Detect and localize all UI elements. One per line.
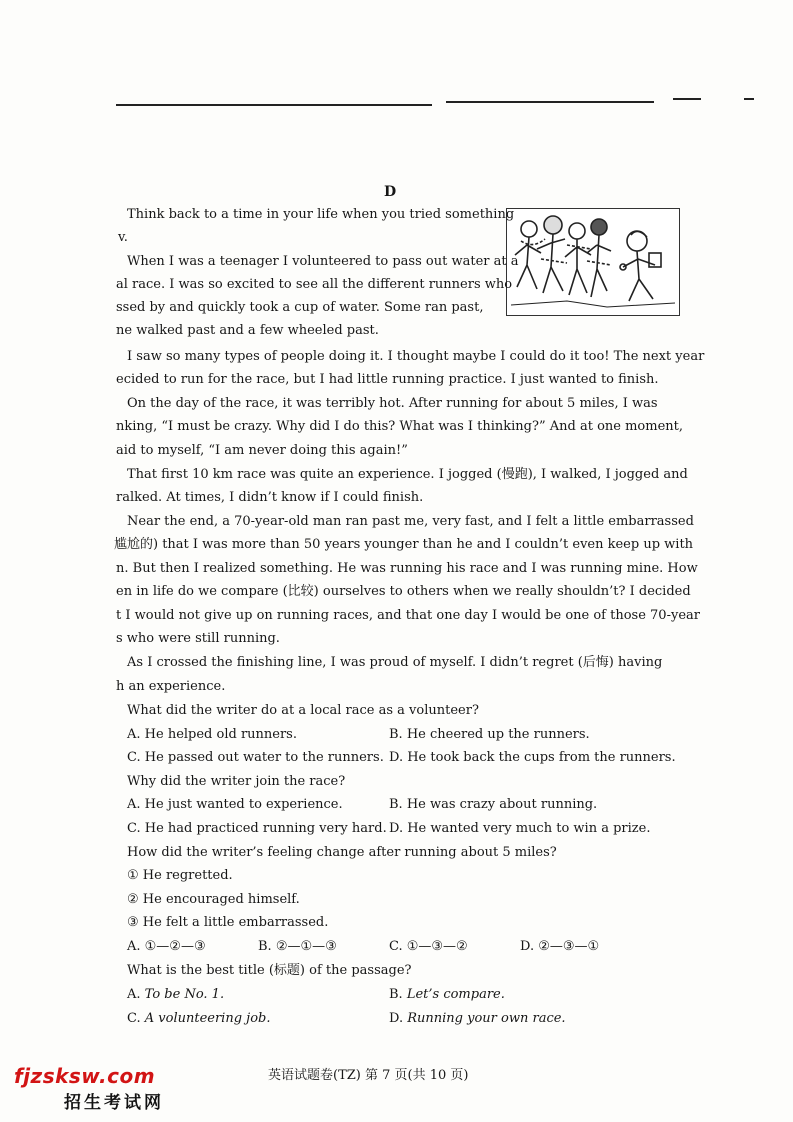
passage-line-11: aid to myself, “I am never doing this again!” <box>116 443 408 458</box>
question-3-item-2: ② He encouraged himself. <box>127 892 300 907</box>
passage-line-16: n. But then I realized something. He was running his race and I was running mine. How <box>116 561 698 576</box>
question-2-option-a: A. He just wanted to experience. <box>127 797 343 812</box>
question-3-option-a: A. ①—②—③ <box>127 939 206 954</box>
question-3-item-3: ③ He felt a little embarrassed. <box>127 915 329 930</box>
question-2-stem: Why did the writer join the race? <box>127 774 346 789</box>
passage-line-17: en in life do we compare (比较) ourselves to others when we really shouldn’t? I decided <box>116 584 691 599</box>
passage-line-3: When I was a teenager I volunteered to pass out water at a <box>127 254 519 269</box>
passage-line-2: v. <box>118 230 128 245</box>
question-1-stem: What did the writer do at a local race as a volunteer? <box>127 703 479 718</box>
question-4-stem: What is the best title (标题) of the passage? <box>127 963 412 978</box>
option-a-prefix: A. <box>127 987 141 1002</box>
option-c-title: A volunteering job. <box>144 1011 271 1026</box>
passage-line-1: Think back to a time in your life when you tried something <box>127 207 515 222</box>
header-rule-far-right <box>744 98 754 100</box>
question-2-option-b: B. He was crazy about running. <box>389 797 598 812</box>
section-letter: D <box>384 184 397 200</box>
question-1-option-c: C. He passed out water to the runners. <box>127 750 384 765</box>
question-4-option-d <box>389 1011 566 1027</box>
passage-line-6: ne walked past and a few wheeled past. <box>116 323 379 338</box>
question-2-option-c: C. He had practiced running very hard. <box>127 821 387 836</box>
passage-line-8: ecided to run for the race, but I had little running practice. I just wanted to finish. <box>116 372 659 387</box>
page-footer: 英语试题卷(TZ) 第 7 页(共 10 页) <box>268 1068 469 1083</box>
passage-line-21: h an experience. <box>116 679 226 694</box>
question-1-option-a: A. He helped old runners. <box>127 727 297 742</box>
header-rule-middle <box>446 101 654 103</box>
passage-line-12: That first 10 km race was quite an experience. I jogged (慢跑), I walked, I jogged and <box>127 467 688 482</box>
runners-drawing <box>507 209 679 315</box>
question-3-option-d: D. ②—③—① <box>520 939 600 954</box>
watermark-site: fjzsksw.com <box>14 1064 156 1088</box>
runners-illustration <box>506 208 680 316</box>
option-a-title: To be No. 1. <box>144 987 225 1002</box>
question-4-option-b <box>389 987 505 1003</box>
passage-line-7: I saw so many types of people doing it. I thought maybe I could do it too! The next year <box>127 349 705 364</box>
question-3-option-c: C. ①—③—② <box>389 939 468 954</box>
question-3-stem: How did the writer’s feeling change after running about 5 miles? <box>127 845 557 860</box>
passage-line-18: t I would not give up on running races, and that one day I would be one of those 70-year <box>116 608 700 623</box>
passage-line-13: ralked. At times, I didn’t know if I could finish. <box>116 490 424 505</box>
passage-line-5: ssed by and quickly took a cup of water. Some ran past, <box>116 300 484 315</box>
passage-line-10: nking, “I must be crazy. Why did I do this? What was I thinking?” And at one moment, <box>116 419 683 434</box>
header-rule-left <box>116 104 432 106</box>
watermark-slogan: 招生考试网 <box>64 1093 164 1113</box>
question-2-option-d: D. He wanted very much to win a prize. <box>389 821 651 836</box>
header-rule-right <box>673 98 701 100</box>
option-d-title: Running your own race. <box>407 1011 566 1026</box>
question-1-option-b: B. He cheered up the runners. <box>389 727 590 742</box>
option-b-title: Let’s compare. <box>406 987 505 1002</box>
passage-line-20: As I crossed the finishing line, I was proud of myself. I didn’t regret (后悔) having <box>127 655 663 670</box>
passage-line-14: Near the end, a 70-year-old man ran past me, very fast, and I felt a little embarrassed <box>127 514 694 529</box>
question-4-option-c <box>127 1011 270 1027</box>
question-3-option-b: B. ②—①—③ <box>258 939 337 954</box>
option-d-prefix: D. <box>389 1011 404 1026</box>
passage-line-9: On the day of the race, it was terribly hot. After running for about 5 miles, I was <box>127 396 658 411</box>
passage-line-19: s who were still running. <box>116 631 280 646</box>
passage-line-15: 尴尬的) that I was more than 50 years younger than he and I couldn’t even keep up with <box>114 537 694 552</box>
passage-line-4: al race. I was so excited to see all the different runners who <box>116 277 513 292</box>
option-b-prefix: B. <box>389 987 403 1002</box>
question-4-option-a <box>127 987 224 1003</box>
option-c-prefix: C. <box>127 1011 141 1026</box>
question-3-item-1: ① He regretted. <box>127 868 233 883</box>
question-1-option-d: D. He took back the cups from the runners. <box>389 750 676 765</box>
